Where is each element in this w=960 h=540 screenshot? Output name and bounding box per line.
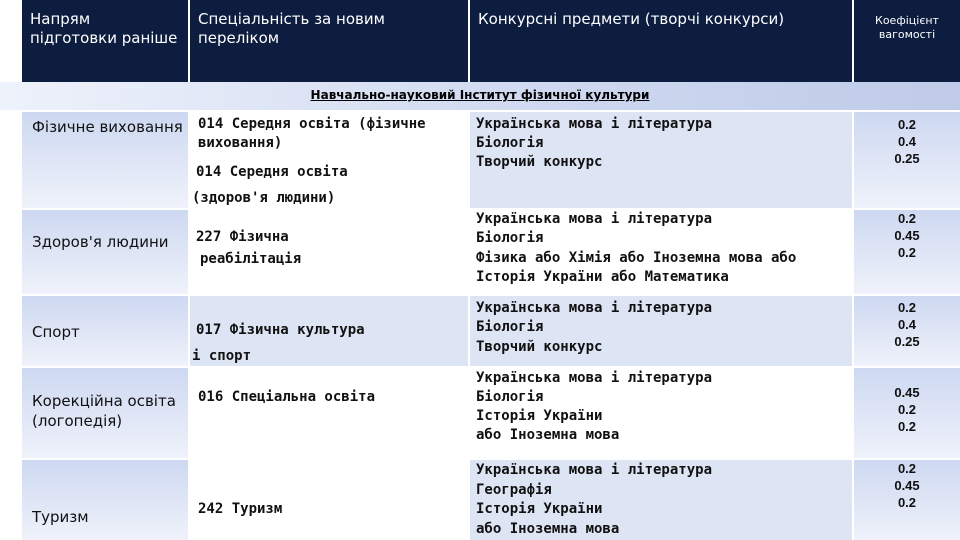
coefficient-value: 0.45	[894, 228, 920, 243]
header-specialty-text: Спеціальність за новим переліком	[198, 10, 385, 47]
coefficient-list	[854, 460, 960, 511]
specialty-label-2: і спорт	[192, 348, 252, 364]
specialty-label: 014 Середня освіта (фізичне виховання)	[198, 116, 426, 151]
coefficient-value: 0.2	[897, 495, 917, 510]
table-row-2-coefficients	[854, 210, 960, 294]
coefficient-value: 0.2	[897, 419, 917, 434]
coefficient-value: 0.4	[897, 317, 917, 332]
subject-item: Біологія	[476, 135, 544, 151]
table-row-4-subjects	[470, 368, 852, 458]
coefficient-list	[854, 210, 960, 261]
table-row-3-specialty	[190, 296, 468, 366]
coefficient-value: 0.2	[897, 461, 917, 476]
header-direction-text: Напрям підготовки раніше	[30, 10, 178, 47]
header-direction	[22, 0, 188, 82]
specialty-label-2: реабілітація	[200, 251, 302, 267]
subject-item: Історія України	[476, 408, 603, 424]
subject-item: Творчий конкурс	[476, 339, 603, 355]
subject-item: Біологія	[476, 319, 544, 335]
table-row-1-direction	[22, 112, 188, 208]
subject-item: Українська мова і література	[476, 300, 713, 316]
subject-item: або Іноземна мова	[476, 427, 620, 443]
table-row-5-coefficients	[854, 460, 960, 540]
table-row-5-specialty	[190, 460, 468, 540]
coefficient-value: 0.2	[897, 245, 917, 260]
subject-item: Українська мова і література	[476, 462, 713, 478]
subject-item: Українська мова і література	[476, 370, 713, 386]
coefficient-value: 0.45	[894, 385, 920, 400]
subject-item: Історія України	[476, 501, 603, 517]
subject-item: Географія	[476, 482, 552, 498]
header-coefficient-text: Коефіцієнт вагомості	[875, 14, 939, 41]
table-row-1-subjects	[470, 112, 852, 208]
institute-title: Навчально-науковий Інститут фізичної культури	[310, 88, 650, 102]
header-coefficient	[854, 0, 960, 82]
coefficient-value: 0.45	[894, 478, 920, 493]
coefficient-list	[854, 384, 960, 435]
direction-label: Здоров'я людини	[32, 233, 169, 251]
table-row-4-direction	[22, 368, 188, 458]
direction-label: Корекційна освіта (логопедія)	[32, 392, 176, 430]
table-row-2-specialty	[190, 210, 468, 294]
table-row-3-direction	[22, 296, 188, 366]
table-row-4-specialty	[190, 368, 468, 458]
coefficient-value: 0.25	[894, 334, 920, 349]
subject-item: або Іноземна мова	[476, 521, 620, 537]
table-row-2-subjects	[470, 210, 852, 294]
table-row-5-direction	[22, 460, 188, 540]
direction-label: Фізичне виховання	[32, 118, 183, 136]
specialty-label: 017 Фізична культура	[196, 322, 365, 338]
table-row-4-coefficients	[854, 368, 960, 458]
subject-item: Творчий конкурс	[476, 154, 603, 170]
table-row-1-specialty	[190, 112, 468, 208]
subject-item: Історія України або Математика	[476, 269, 729, 285]
specialty-label-3: (здоров'я людини)	[192, 190, 336, 206]
direction-label: Туризм	[32, 508, 89, 526]
table-row-1-coefficients	[854, 112, 960, 208]
table-row-3-subjects	[470, 296, 852, 366]
coefficient-value: 0.2	[897, 402, 917, 417]
subject-item: Біологія	[476, 230, 544, 246]
specialty-label: 242 Туризм	[198, 501, 283, 517]
specialty-label: 016 Спеціальна освіта	[198, 389, 376, 405]
subject-item: Українська мова і література	[476, 116, 713, 132]
coefficient-value: 0.25	[894, 151, 920, 166]
header-subjects-text: Конкурсні предмети (творчі конкурси)	[478, 10, 785, 28]
coefficient-list	[854, 116, 960, 167]
direction-label: Спорт	[32, 323, 80, 341]
subject-item: Біологія	[476, 389, 544, 405]
coefficient-value: 0.2	[897, 300, 917, 315]
coefficient-value: 0.2	[897, 211, 917, 226]
coefficient-value: 0.4	[897, 134, 917, 149]
coefficient-list	[854, 299, 960, 350]
table-row-3-coefficients	[854, 296, 960, 366]
coefficient-value: 0.2	[897, 117, 917, 132]
header-subjects	[470, 0, 852, 82]
specialty-label-2: 014 Середня освіта	[196, 164, 348, 180]
specialty-label: 227 Фізична	[196, 229, 289, 245]
institute-banner	[0, 82, 960, 110]
table-row-2-direction	[22, 210, 188, 294]
subject-item: Українська мова і література	[476, 211, 713, 227]
header-specialty	[190, 0, 468, 82]
table-row-5-subjects	[470, 460, 852, 540]
subject-item: Фізика або Хімія або Іноземна мова або	[476, 250, 797, 266]
